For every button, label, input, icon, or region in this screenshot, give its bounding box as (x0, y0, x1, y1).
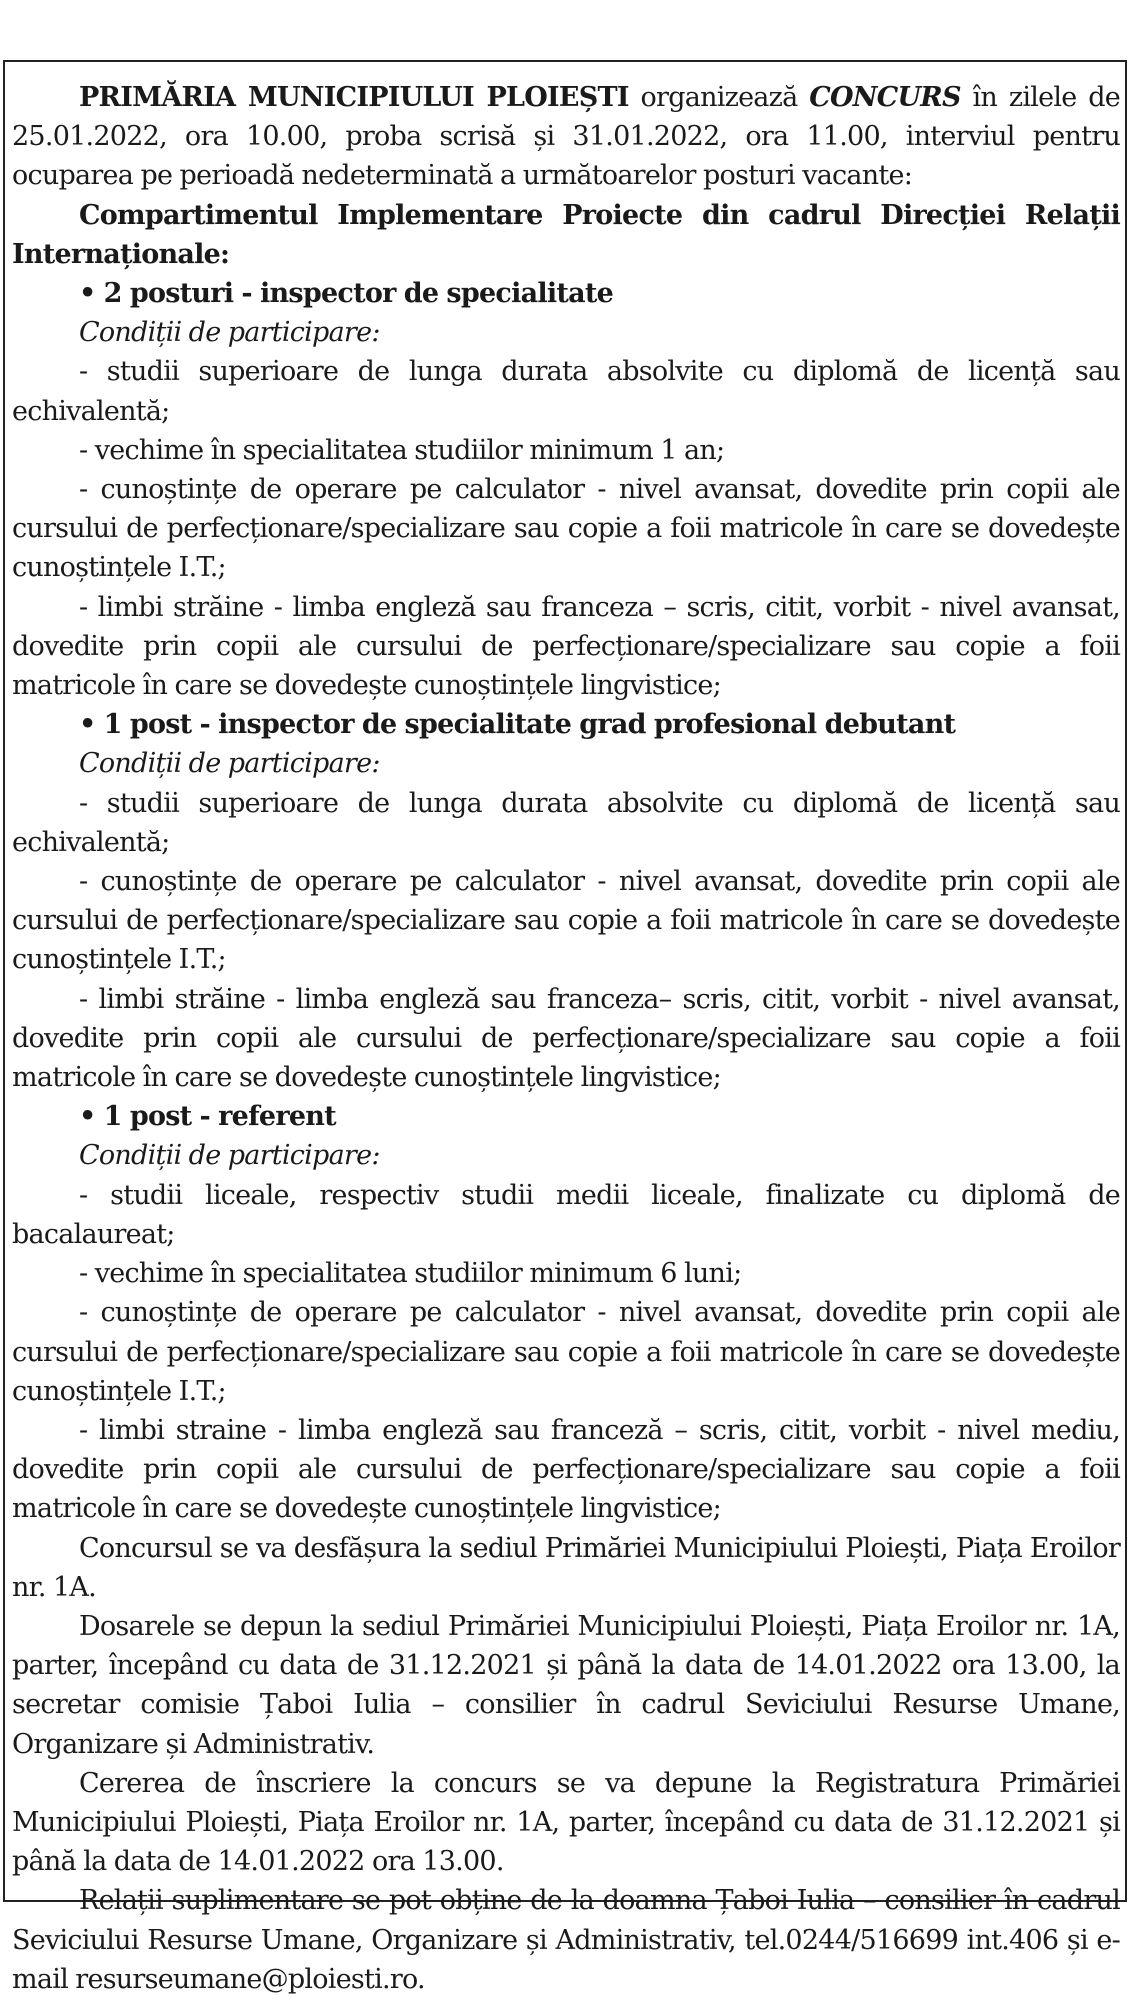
contact-paragraph: Relații suplimentare se pot obține de la doamna Țaboi Iulia – consilier în cadrul Seviciului Resurse Umane, Organizare și Administrativ, tel.0244/516699 int.406 și e-mail resurseumane@ploiesti.ro. (12, 1885, 1120, 1995)
institution-name: PRIMĂRIA MUNICIPIULUI PLOIEȘTI (79, 82, 629, 113)
condition-item: - studii liceale, respectiv studii medii liceale, finalizate cu diplomă de bacalaureat; (12, 1179, 1120, 1250)
condition-item: - cunoștințe de operare pe calculator - nivel avansat, dovedite prin copii ale cursului de perfecționare/specializare sau copie a foii matricole în care se dovedește cunoștințele I.T.; (12, 474, 1120, 584)
condition-item: - limbi străine - limba engleză sau franceza – scris, citit, vorbit - nivel avansat, dovedite prin copii ale cursului de perfecționare/specializare sau copie a foii matricole în care se dovedește cunoștințele lingvistice; (12, 591, 1120, 702)
condition-item: - vechime în specialitatea studiilor minimum 6 luni; (79, 1258, 742, 1290)
intro-paragraph (12, 78, 1120, 196)
announcement-body (12, 78, 1120, 1999)
condition-item: - vechime în specialitatea studiilor minimum 1 an; (79, 434, 725, 466)
position-title: • 1 post - inspector de specialitate grad profesional debutant (79, 709, 956, 741)
registration-paragraph: Cererea de înscriere la concurs se va depune la Registratura Primăriei Municipiului Ploiești, Piața Eroilor nr. 1A, parter, începând cu data de 31.12.2021 și până la data de 14.01.2022 ora 13.00. (12, 1767, 1120, 1878)
department-heading: Compartimentul Implementare Proiecte din cadrul Direcției Relații Internaționale: (12, 199, 1120, 270)
conditions-label: Condiții de participare: (79, 317, 380, 349)
condition-item: - studii superioare de lunga durata absolvite cu diplomă de licență sau echivalentă; (12, 356, 1120, 427)
condition-item: - studii superioare de lunga durata absolvite cu diplomă de licență sau echivalentă; (12, 787, 1120, 858)
submission-paragraph: Dosarele se depun la sediul Primăriei Municipiului Ploiești, Piața Eroilor nr. 1A, parter, începând cu data de 31.12.2021 și până la data de 14.01.2022 ora 13.00, la secretar comisie Țaboi Iulia – consilier în cadrul Seviciului Resurse Umane, Organizare și Administrativ. (12, 1610, 1120, 1760)
condition-item: - cunoștințe de operare pe calculator - nivel avansat, dovedite prin copii ale cursului de perfecționare/specializare sau copie a foii matricole în care se dovedește cunoștințele I.T.; (12, 1297, 1120, 1407)
condition-item: - limbi străine - limba engleză sau franceza– scris, citit, vorbit - nivel avansat, dovedite prin copii ale cursului de perfecționare/specializare sau copie a foii matricole în care se dovedește cunoștințele lingvistice; (12, 983, 1120, 1094)
position-title: • 2 posturi - inspector de specialitate (79, 278, 613, 310)
intro-verb: organizează (628, 82, 810, 113)
condition-item: - limbi straine - limba engleză sau franceză – scris, citit, vorbit - nivel mediu, dovedite prin copii ale cursului de perfecționare/specializare sau copie a foii matricole în care se dovedește cunoștințele lingvistice; (12, 1414, 1120, 1525)
conditions-label: Condiții de participare: (79, 748, 380, 780)
conditions-label: Condiții de participare: (79, 1140, 380, 1172)
event-name: CONCURS (809, 82, 961, 113)
condition-item: - cunoștințe de operare pe calculator - nivel avansat, dovedite prin copii ale cursului de perfecționare/specializare sau copie a foii matricole în care se dovedește cunoștințele I.T.; (12, 866, 1120, 976)
venue-paragraph: Concursul se va desfășura la sediul Primăriei Municipiului Ploiești, Piața Eroilor nr. 1A. (12, 1532, 1120, 1603)
intro-details: în zilele de 25.01.2022, ora 10.00, proba scrisă și 31.01.2022, ora 11.00, interviul pentru ocuparea pe perioadă nedeterminată a următoarelor posturi vacante: (12, 82, 1121, 192)
position-title: • 1 post - referent (79, 1101, 336, 1133)
